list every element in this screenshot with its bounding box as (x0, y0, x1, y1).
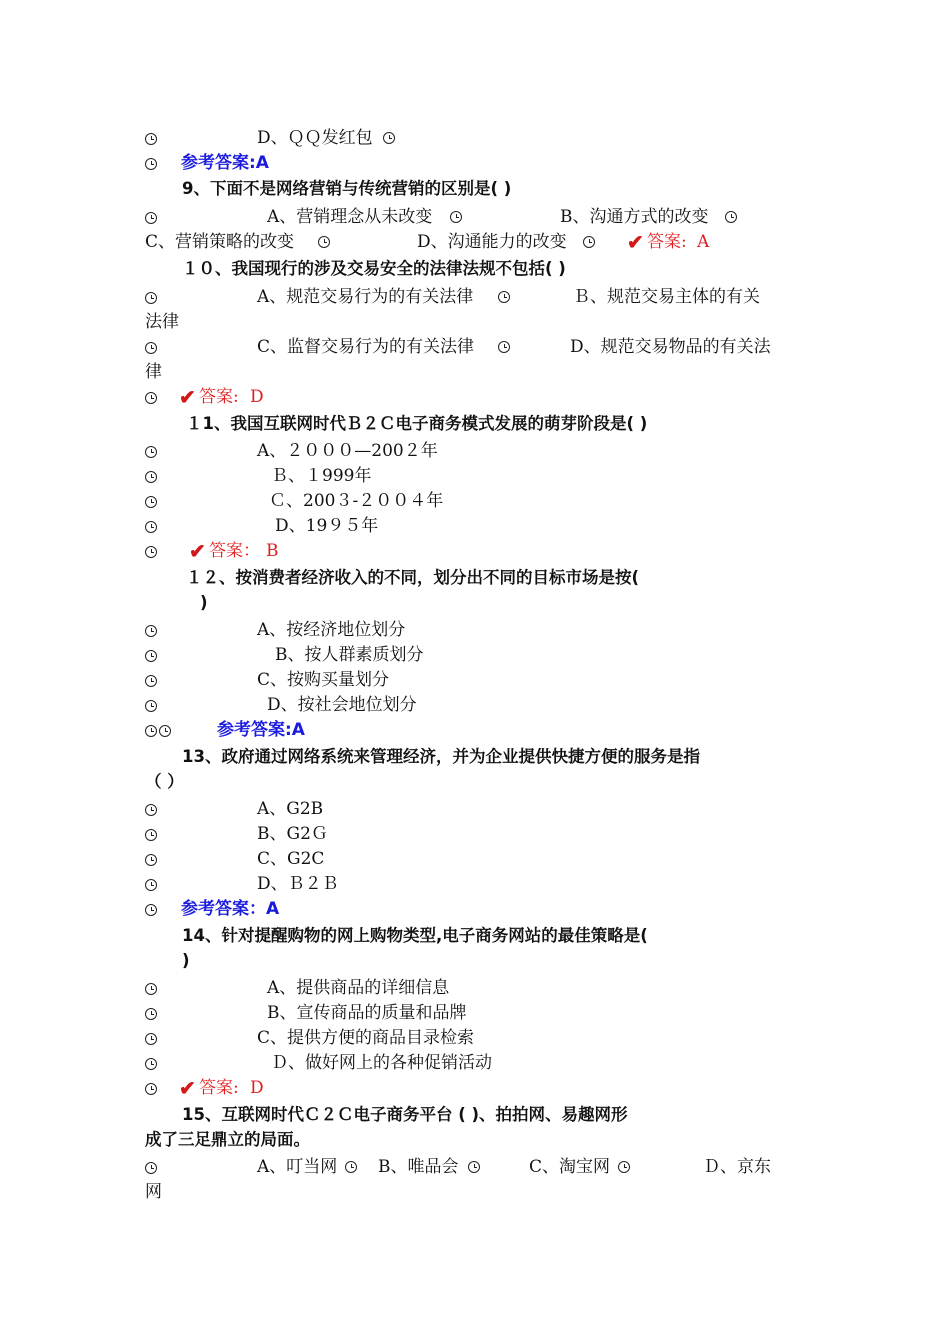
clock-icon (145, 625, 157, 637)
q12-option-b: B、按人群素质划分 (275, 645, 424, 665)
q14-option-c-row (145, 1026, 800, 1050)
q12-option-c-row (145, 668, 800, 692)
q11-option-a: A、２０００—200２年 (257, 441, 438, 461)
q13-question-cont: （ ） (145, 772, 184, 791)
checkmark-icon: ✔ (179, 385, 196, 409)
q10-option-d-cont: 律 (145, 362, 162, 382)
q14-option-b-row (145, 1001, 800, 1025)
q11-option-d: D、19９５年 (275, 516, 379, 536)
clock-icon (145, 675, 157, 687)
clock-icon (145, 1033, 157, 1045)
q10-answer-value: D (250, 387, 264, 407)
q14-option-b: B、宣传商品的质量和品牌 (267, 1003, 467, 1023)
q10-options-row2 (145, 335, 800, 359)
clock-icon (145, 496, 157, 508)
q15-question-cont: 成了三足鼎立的局面。 (145, 1130, 310, 1149)
q12-option-a: A、按经济地位划分 (257, 620, 406, 640)
q12-question: １２、按消费者经济收入的不同，划分出不同的目标市场是按( (186, 568, 640, 587)
q14-answer-value: D (250, 1078, 264, 1098)
clock-icon (145, 879, 157, 891)
q12-question-cont: ) (200, 593, 208, 612)
q14-answer-row (145, 1076, 800, 1100)
q10-answer-label: 答案: (199, 387, 239, 407)
q12-option-d-row (145, 693, 800, 717)
q12-option-a-row (145, 618, 800, 642)
q8-answer: 参考答案:A (181, 153, 269, 173)
clock-icon (145, 1008, 157, 1020)
q15-option-d-cont: 网 (145, 1182, 162, 1202)
q14-option-a-row (145, 976, 800, 1000)
q10-option-c: C、监督交易行为的有关法律 (257, 337, 475, 357)
q15-option-d: Ｄ、京东 (703, 1157, 771, 1177)
clock-icon (450, 211, 462, 223)
clock-icon (159, 725, 171, 737)
q11-option-d-row (145, 514, 800, 538)
q8-option-d-row (145, 126, 800, 150)
q11-option-c: Ｃ、200３-２００４年 (269, 491, 444, 511)
q13-option-b-row (145, 822, 800, 846)
clock-icon (145, 1058, 157, 1070)
clock-icon (145, 725, 157, 737)
q12-option-b-row (145, 643, 800, 667)
q10-answer-row (145, 385, 800, 409)
q15-options-row (145, 1155, 800, 1179)
q14-option-c: C、提供方便的商品目录检索 (257, 1028, 475, 1048)
clock-icon (145, 650, 157, 662)
q9-option-d: D、沟通能力的改变 (417, 232, 567, 252)
q9-options-row2 (145, 230, 800, 254)
clock-icon (145, 1083, 157, 1095)
q11-answer-row (145, 539, 800, 563)
clock-icon (145, 804, 157, 816)
q9-answer-label: 答案: (647, 232, 687, 252)
q13-option-a: A、G2B (257, 799, 324, 819)
q10-option-b-cont: 法律 (145, 312, 179, 332)
q15-option-b: B、唯品会 (378, 1157, 459, 1177)
clock-icon (145, 1162, 157, 1174)
checkmark-icon: ✔ (189, 539, 206, 563)
clock-icon (498, 291, 510, 303)
q14-answer-label: 答案: (199, 1078, 239, 1098)
clock-icon (145, 983, 157, 995)
clock-icon (145, 700, 157, 712)
q13-option-d-row (145, 872, 800, 896)
clock-icon (618, 1161, 630, 1173)
q15-question: 15、互联网时代Ｃ２Ｃ电子商务平台 ( )、拍拍网、易趣网形 (182, 1105, 628, 1124)
q9-options-row1 (145, 205, 800, 229)
checkmark-icon: ✔ (627, 230, 644, 254)
q8-option-d: D、ＱＱ发红包 (257, 128, 373, 148)
q9-option-c: C、营销策略的改变 (145, 232, 295, 252)
clock-icon (145, 521, 157, 533)
q11-option-b-row (145, 464, 800, 488)
q15-option-c: C、淘宝网 (529, 1157, 611, 1177)
clock-icon (498, 341, 510, 353)
q9-answer-value: A (697, 232, 710, 252)
q10-question: １０、我国现行的涉及交易安全的法律法规不包括( ) (182, 259, 566, 278)
q13-question: 13、政府通过网络系统来管理经济，并为企业提供快捷方便的服务是指 (182, 747, 700, 766)
clock-icon (145, 392, 157, 404)
clock-icon (318, 236, 330, 248)
q14-question-cont: ) (182, 951, 190, 970)
q11-option-a-row (145, 439, 800, 463)
clock-icon (583, 236, 595, 248)
q10-option-d: D、规范交易物品的有关法 (570, 337, 771, 357)
q11-answer-value: B (266, 541, 279, 561)
q14-question: 14、针对提醒购物的网上购物类型,电子商务网站的最佳策略是( (182, 926, 648, 945)
q10-option-b: Ｂ、规范交易主体的有关 (573, 287, 760, 307)
q13-answer: 参考答案：A (181, 899, 280, 919)
q11-option-c-row (145, 489, 800, 513)
clock-icon (345, 1161, 357, 1173)
q12-answer: 参考答案:A (217, 720, 305, 740)
clock-icon (725, 211, 737, 223)
clock-icon (145, 212, 157, 224)
q13-option-d: D、Ｂ２Ｂ (257, 874, 339, 894)
checkmark-icon: ✔ (179, 1076, 196, 1100)
q13-answer-row (145, 897, 800, 921)
q13-option-b: B、G2Ｇ (257, 824, 328, 844)
q14-option-d-row (145, 1051, 800, 1075)
clock-icon (468, 1161, 480, 1173)
q11-answer-label: 答案： (209, 541, 260, 561)
clock-icon (145, 904, 157, 916)
q12-option-c: C、按购买量划分 (257, 670, 390, 690)
q13-option-c: C、G2C (257, 849, 325, 869)
clock-icon (145, 854, 157, 866)
q14-option-a: A、提供商品的详细信息 (267, 978, 450, 998)
q10-options-row1 (145, 285, 800, 309)
q14-option-d: Ｄ、做好网上的各种促销活动 (271, 1053, 492, 1073)
q12-option-d: D、按社会地位划分 (267, 695, 417, 715)
q9-option-a: A、营销理念从未改变 (267, 207, 433, 227)
clock-icon (145, 133, 157, 145)
clock-icon (145, 829, 157, 841)
q13-option-a-row (145, 797, 800, 821)
clock-icon (145, 158, 157, 170)
q15-option-a: A、叮当网 (257, 1157, 338, 1177)
clock-icon (145, 342, 157, 354)
clock-icon (145, 546, 157, 558)
q9-option-b: B、沟通方式的改变 (560, 207, 709, 227)
clock-icon (145, 446, 157, 458)
q9-question: 9、下面不是网络营销与传统营销的区别是( ) (182, 179, 512, 198)
q11-option-b: Ｂ、１999年 (271, 466, 372, 486)
q13-option-c-row (145, 847, 800, 871)
q8-answer-row (145, 151, 800, 175)
q10-option-a: A、规范交易行为的有关法律 (257, 287, 474, 307)
clock-icon (145, 292, 157, 304)
q12-answer-row (145, 718, 800, 742)
clock-icon (145, 471, 157, 483)
clock-icon (383, 132, 395, 144)
q11-question: １1、我国互联网时代Ｂ２Ｃ电子商务模式发展的萌芽阶段是( ) (186, 414, 648, 433)
